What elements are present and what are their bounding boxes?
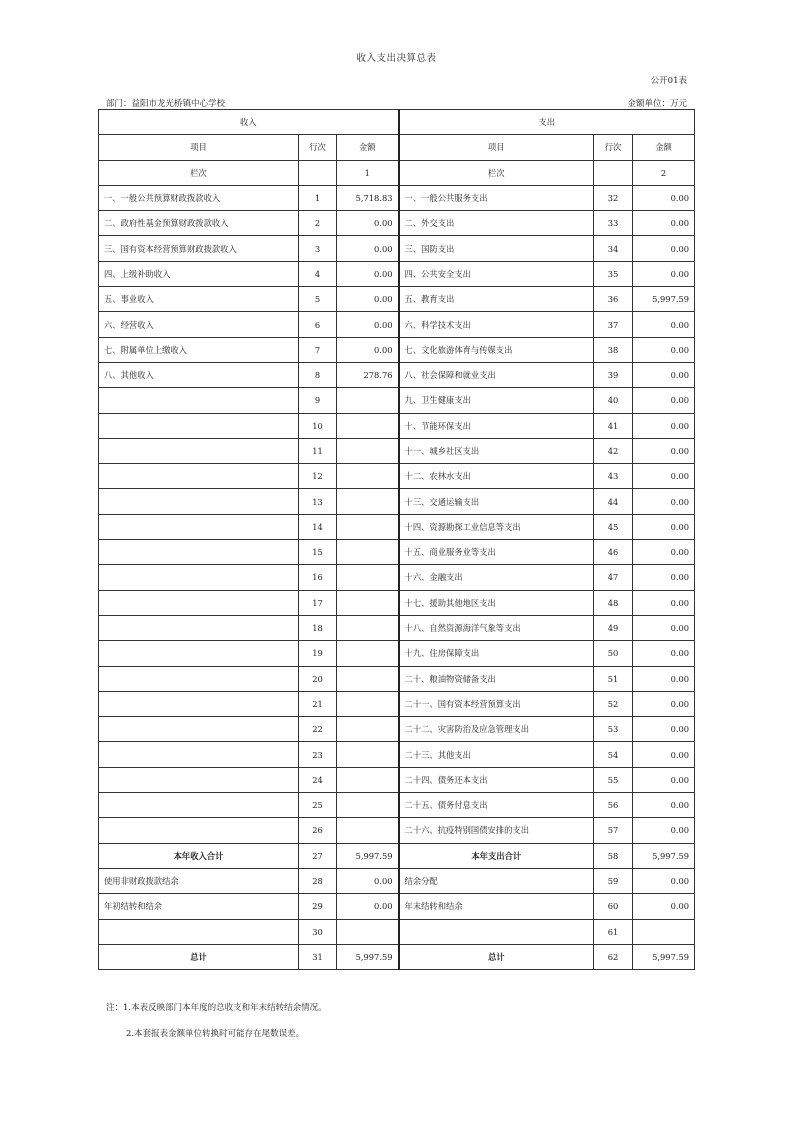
income-amount [337, 717, 399, 742]
income-row-no: 20 [299, 666, 337, 691]
expense-amount: 0.00 [633, 438, 695, 463]
expense-row-no: 42 [594, 438, 633, 463]
table-row [99, 919, 695, 944]
income-item [99, 590, 299, 615]
income-amount: 278.76 [337, 362, 399, 387]
lanci-label-2: 栏次 [399, 160, 594, 185]
income-row-no: 7 [299, 337, 337, 362]
expense-amount: 0.00 [633, 717, 695, 742]
income-amount [337, 413, 399, 438]
income-row-no: 19 [299, 641, 337, 666]
expense-item: 十一、城乡社区支出 [399, 438, 594, 463]
expense-row-no: 53 [594, 717, 633, 742]
expense-item: 十六、金融支出 [399, 565, 594, 590]
income-amount: 0.00 [337, 868, 399, 893]
expense-row-no: 39 [594, 362, 633, 387]
expense-row-no: 33 [594, 211, 633, 236]
expense-item: 二十二、灾害防治及应急管理支出 [399, 717, 594, 742]
expense-item: 五、教育支出 [399, 287, 594, 312]
expense-amount: 0.00 [633, 185, 695, 210]
expense-item: 二十五、债务付息支出 [399, 793, 594, 818]
unit-label: 金额单位：万元 [627, 99, 687, 109]
income-item [99, 641, 299, 666]
expense-amount: 5,997.59 [633, 944, 695, 969]
expense-row-no: 46 [594, 540, 633, 565]
table-row [99, 868, 695, 893]
expense-amount: 5,997.59 [633, 287, 695, 312]
expense-amount: 0.00 [633, 691, 695, 716]
expense-row-no: 55 [594, 767, 633, 792]
expense-item: 十九、住房保障支出 [399, 641, 594, 666]
lanci-row [99, 160, 695, 185]
expense-amount: 0.00 [633, 818, 695, 843]
income-amount: 0.00 [337, 894, 399, 919]
table-row [99, 337, 695, 362]
income-row-no: 28 [299, 868, 337, 893]
table-row [99, 464, 695, 489]
form-code: 公开01表 [650, 76, 687, 86]
table-row [99, 489, 695, 514]
expense-item: 一、一般公共服务支出 [399, 185, 594, 210]
expense-amount: 0.00 [633, 590, 695, 615]
expense-row-no: 32 [594, 185, 633, 210]
col-amount-header: 金额 [337, 135, 399, 160]
grand-total-row [99, 944, 695, 969]
income-item [99, 540, 299, 565]
expense-row-no: 45 [594, 514, 633, 539]
expense-row-no: 41 [594, 413, 633, 438]
income-row-no: 22 [299, 717, 337, 742]
expense-amount: 0.00 [633, 236, 695, 261]
expense-amount: 0.00 [633, 793, 695, 818]
income-item: 六、经营收入 [99, 312, 299, 337]
income-amount [337, 388, 399, 413]
income-item [99, 514, 299, 539]
income-item [99, 489, 299, 514]
income-amount: 5,718.83 [337, 185, 399, 210]
table-row [99, 565, 695, 590]
income-amount [337, 590, 399, 615]
income-row-no: 3 [299, 236, 337, 261]
table-row [99, 540, 695, 565]
table-row [99, 236, 695, 261]
expense-row-no: 49 [594, 615, 633, 640]
expense-amount: 0.00 [633, 742, 695, 767]
expense-amount: 0.00 [633, 615, 695, 640]
expense-item: 十八、自然资源海洋气象等支出 [399, 615, 594, 640]
year-total-row [99, 843, 695, 868]
income-amount [337, 438, 399, 463]
expense-item: 二十六、抗疫特别国债安排的支出 [399, 818, 594, 843]
expense-row-no: 60 [594, 894, 633, 919]
table-row [99, 287, 695, 312]
expense-item: 十七、援助其他地区支出 [399, 590, 594, 615]
col-row2-header: 行次 [594, 135, 633, 160]
income-item [99, 388, 299, 413]
income-item: 四、上级补助收入 [99, 261, 299, 286]
expense-item: 二十三、其他支出 [399, 742, 594, 767]
income-amount [337, 641, 399, 666]
income-amount: 0.00 [337, 211, 399, 236]
expense-amount: 0.00 [633, 464, 695, 489]
expense-row-no: 59 [594, 868, 633, 893]
table-row [99, 793, 695, 818]
expense-row-no: 58 [594, 843, 633, 868]
expense-item: 四、公共安全支出 [399, 261, 594, 286]
income-item [99, 666, 299, 691]
expense-item: 六、科学技术支出 [399, 312, 594, 337]
income-item: 二、政府性基金预算财政拨款收入 [99, 211, 299, 236]
expense-item: 年末结转和结余 [399, 894, 594, 919]
income-amount: 5,997.59 [337, 944, 399, 969]
col-item2-header: 项目 [399, 135, 594, 160]
income-row-no: 10 [299, 413, 337, 438]
expense-row-no: 34 [594, 236, 633, 261]
income-item: 八、其他收入 [99, 362, 299, 387]
expense-amount: 0.00 [633, 362, 695, 387]
expense-item: 十、节能环保支出 [399, 413, 594, 438]
income-amount: 0.00 [337, 312, 399, 337]
income-row-no: 30 [299, 919, 337, 944]
expense-amount: 0.00 [633, 514, 695, 539]
expense-item: 本年支出合计 [399, 843, 594, 868]
expense-row-no: 50 [594, 641, 633, 666]
income-header: 收入 [99, 110, 399, 135]
income-item: 年初结转和结余 [99, 894, 299, 919]
income-item: 七、附属单位上缴收入 [99, 337, 299, 362]
income-amount [337, 691, 399, 716]
expense-item: 二、外交支出 [399, 211, 594, 236]
income-row-no: 4 [299, 261, 337, 286]
col-amount2-header: 金额 [633, 135, 695, 160]
income-row-no: 15 [299, 540, 337, 565]
expense-row-no: 43 [594, 464, 633, 489]
income-item: 三、国有资本经营预算财政拨款收入 [99, 236, 299, 261]
expense-amount: 0.00 [633, 312, 695, 337]
table-row [99, 514, 695, 539]
expense-amount: 0.00 [633, 337, 695, 362]
expense-row-no: 47 [594, 565, 633, 590]
income-amount: 5,997.59 [337, 843, 399, 868]
income-amount [337, 818, 399, 843]
notes [106, 1001, 327, 1041]
income-row-no: 12 [299, 464, 337, 489]
expense-amount: 0.00 [633, 388, 695, 413]
column-header-row [99, 135, 695, 160]
note-2: 2.本套报表金额单位转换时可能存在尾数误差。 [126, 1029, 305, 1039]
table-row [99, 666, 695, 691]
expense-amount: 0.00 [633, 666, 695, 691]
expense-amount: 0.00 [633, 489, 695, 514]
table-row [99, 362, 695, 387]
income-row-no: 18 [299, 615, 337, 640]
income-item [99, 818, 299, 843]
income-amount [337, 540, 399, 565]
income-row-no: 6 [299, 312, 337, 337]
table-row [99, 615, 695, 640]
department-label: 部门：益阳市龙光桥镇中心学校 [106, 99, 226, 109]
income-item [99, 565, 299, 590]
expense-row-no: 61 [594, 919, 633, 944]
expense-header: 支出 [399, 110, 695, 135]
income-row-no: 5 [299, 287, 337, 312]
expense-item: 八、社会保障和就业支出 [399, 362, 594, 387]
expense-amount: 0.00 [633, 894, 695, 919]
income-item [99, 742, 299, 767]
expense-row-no: 37 [594, 312, 633, 337]
expense-row-no: 44 [594, 489, 633, 514]
income-row-no: 1 [299, 185, 337, 210]
table-row [99, 767, 695, 792]
table-row [99, 717, 695, 742]
income-item [99, 767, 299, 792]
income-row-no: 9 [299, 388, 337, 413]
table-row [99, 388, 695, 413]
expense-row-no: 57 [594, 818, 633, 843]
income-amount [337, 615, 399, 640]
income-row-no: 16 [299, 565, 337, 590]
expense-row-no: 40 [594, 388, 633, 413]
income-item: 本年收入合计 [99, 843, 299, 868]
income-amount [337, 919, 399, 944]
income-amount: 0.00 [337, 236, 399, 261]
income-item: 总计 [99, 944, 299, 969]
income-amount [337, 464, 399, 489]
expense-row-no: 56 [594, 793, 633, 818]
income-amount [337, 514, 399, 539]
expense-item: 十二、农林水支出 [399, 464, 594, 489]
table-row [99, 413, 695, 438]
income-item [99, 919, 299, 944]
income-row-no: 25 [299, 793, 337, 818]
expense-amount: 0.00 [633, 767, 695, 792]
income-item [99, 615, 299, 640]
income-amount [337, 793, 399, 818]
income-item: 一、一般公共预算财政拨款收入 [99, 185, 299, 210]
expense-amount: 0.00 [633, 413, 695, 438]
income-amount: 0.00 [337, 287, 399, 312]
expense-amount: 0.00 [633, 641, 695, 666]
expense-amount: 0.00 [633, 540, 695, 565]
income-amount [337, 489, 399, 514]
expense-amount: 0.00 [633, 261, 695, 286]
income-amount: 0.00 [337, 261, 399, 286]
expense-item: 二十一、国有资本经营预算支出 [399, 691, 594, 716]
table-row [99, 185, 695, 210]
expense-row-no: 54 [594, 742, 633, 767]
lanci-empty [299, 160, 337, 185]
income-item [99, 793, 299, 818]
expense-item: 九、卫生健康支出 [399, 388, 594, 413]
table-row [99, 312, 695, 337]
income-amount [337, 565, 399, 590]
income-row-no: 26 [299, 818, 337, 843]
table-row [99, 894, 695, 919]
table-row [99, 438, 695, 463]
income-item [99, 438, 299, 463]
income-item [99, 717, 299, 742]
lanci-empty-2 [594, 160, 633, 185]
expense-item: 十五、商业服务业等支出 [399, 540, 594, 565]
expense-item: 结余分配 [399, 868, 594, 893]
lanci-income: 1 [337, 160, 399, 185]
table-row [99, 742, 695, 767]
income-row-no: 2 [299, 211, 337, 236]
expense-amount: 0.00 [633, 211, 695, 236]
expense-row-no: 36 [594, 287, 633, 312]
table-row [99, 211, 695, 236]
expense-amount: 5,997.59 [633, 843, 695, 868]
expense-item: 总计 [399, 944, 594, 969]
lanci-expense: 2 [633, 160, 695, 185]
page-title: 收入支出决算总表 [356, 53, 437, 64]
table-row [99, 691, 695, 716]
income-item: 五、事业收入 [99, 287, 299, 312]
expense-row-no: 62 [594, 944, 633, 969]
income-row-no: 29 [299, 894, 337, 919]
expense-item: 二十四、债务还本支出 [399, 767, 594, 792]
expense-item: 十四、资源勘探工业信息等支出 [399, 514, 594, 539]
income-item [99, 691, 299, 716]
expense-row-no: 35 [594, 261, 633, 286]
expense-row-no: 51 [594, 666, 633, 691]
income-row-no: 21 [299, 691, 337, 716]
table-row [99, 261, 695, 286]
col-item-header: 项目 [99, 135, 299, 160]
section-header-row [99, 110, 695, 135]
table-row [99, 641, 695, 666]
col-row-header: 行次 [299, 135, 337, 160]
income-row-no: 27 [299, 843, 337, 868]
income-amount [337, 666, 399, 691]
income-item [99, 413, 299, 438]
income-row-no: 24 [299, 767, 337, 792]
table-row [99, 590, 695, 615]
expense-item: 十三、交通运输支出 [399, 489, 594, 514]
income-expense-table [98, 109, 695, 970]
income-amount [337, 742, 399, 767]
note-1: 注：1.本表反映部门本年度的总收支和年末结转结余情况。 [106, 1003, 327, 1013]
income-row-no: 14 [299, 514, 337, 539]
income-amount: 0.00 [337, 337, 399, 362]
expense-item: 三、国防支出 [399, 236, 594, 261]
expense-item [399, 919, 594, 944]
income-row-no: 11 [299, 438, 337, 463]
income-row-no: 23 [299, 742, 337, 767]
income-item: 使用非财政拨款结余 [99, 868, 299, 893]
expense-row-no: 48 [594, 590, 633, 615]
expense-row-no: 52 [594, 691, 633, 716]
income-row-no: 13 [299, 489, 337, 514]
expense-amount [633, 919, 695, 944]
expense-amount: 0.00 [633, 868, 695, 893]
expense-item: 二十、粮油物资储备支出 [399, 666, 594, 691]
income-row-no: 17 [299, 590, 337, 615]
income-item [99, 464, 299, 489]
table-row [99, 818, 695, 843]
income-row-no: 8 [299, 362, 337, 387]
expense-row-no: 38 [594, 337, 633, 362]
expense-item: 七、文化旅游体育与传媒支出 [399, 337, 594, 362]
expense-amount: 0.00 [633, 565, 695, 590]
lanci-label: 栏次 [99, 160, 299, 185]
income-row-no: 31 [299, 944, 337, 969]
income-amount [337, 767, 399, 792]
